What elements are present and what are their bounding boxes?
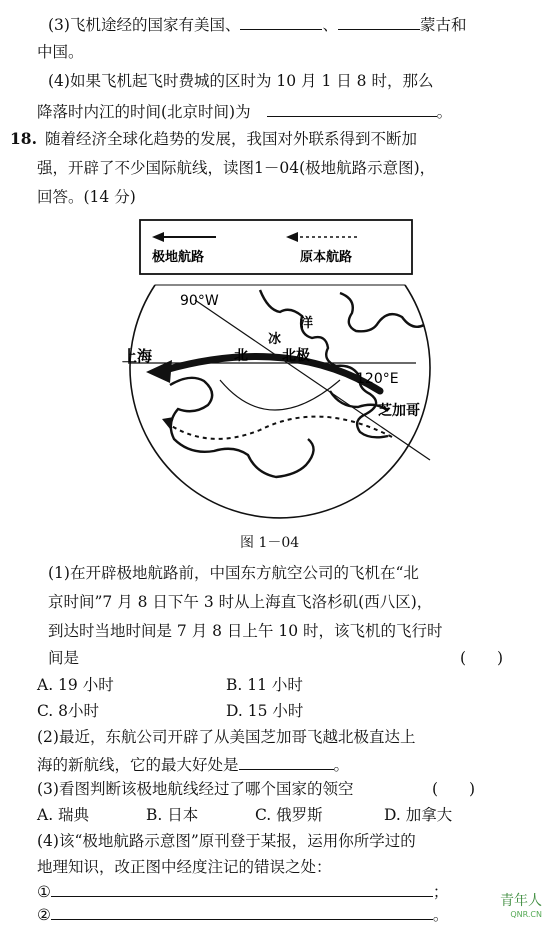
legend-original-label: 原本航路	[300, 250, 353, 265]
answer-line-1	[37, 880, 448, 902]
answer-blank[interactable]	[239, 753, 334, 770]
sub1-line4: 间是	[48, 649, 80, 667]
sub1-option-d[interactable]: D. 15 小时	[226, 702, 304, 720]
label-shanghai: 上海	[122, 347, 153, 365]
q18-stem-3: 回答。(14 分)	[37, 188, 136, 206]
map-svg	[110, 215, 440, 520]
legend-box	[140, 220, 412, 274]
sub4-line2: 地理知识，改正图中经度注记的错误之处：	[37, 858, 332, 876]
inner-arc	[220, 380, 340, 410]
label-chicago: 芝加哥	[378, 403, 420, 419]
polar-route-map	[110, 215, 440, 520]
label-ice: 冰	[268, 332, 282, 347]
answer-line-2	[37, 903, 448, 925]
watermark-text: 青年人	[500, 893, 542, 909]
answer-blank[interactable]	[338, 13, 420, 30]
prev-q4-line2	[37, 100, 452, 122]
sub3-option-c[interactable]: C. 俄罗斯	[255, 806, 323, 824]
sub1-option-a[interactable]: A. 19 小时	[37, 676, 114, 694]
sub1-line1: (1)在开辟极地航路前，中国东方航空公司的飞机在“北	[48, 564, 419, 582]
sub3-line: (3)看图判断该极地航线经过了哪个国家的领空	[37, 780, 354, 798]
period: 。	[436, 103, 453, 121]
sub1-line3: 到达时当地时间是 7 月 8 日上午 10 时，该飞机的飞行时	[48, 622, 443, 640]
sub1-answer-paren[interactable]: ( )	[460, 649, 504, 667]
sub1-option-b[interactable]: B. 11 小时	[226, 676, 303, 694]
prev-q3-text-b: 蒙古和	[419, 16, 467, 34]
sub3-option-b[interactable]: B. 日本	[146, 806, 199, 824]
label-north: 北	[234, 348, 248, 364]
prev-q3-line	[48, 13, 467, 35]
semicolon: ；	[432, 883, 449, 901]
period: 。	[333, 756, 350, 774]
prev-q4-text: 降落时内江的时间(北京时间)为	[37, 103, 251, 121]
prev-q3-line2: 中国。	[37, 43, 84, 61]
q18-stem-1: 随着经济全球化趋势的发展，我国对外联系得到不断加	[45, 130, 418, 148]
polar-route-path	[165, 357, 380, 391]
sub4-line1: (4)该“极地航路示意图”原刊登于某报，运用你所学过的	[37, 832, 416, 850]
label-120e: 120°E	[356, 371, 399, 387]
answer-blank[interactable]	[51, 880, 433, 897]
label-90w: 90°W	[180, 293, 219, 309]
answer-marker-2: ②	[37, 906, 51, 924]
sub3-option-a[interactable]: A. 瑞典	[37, 806, 90, 824]
legend-polar-label: 极地航路	[152, 250, 205, 265]
sub1-line2: 京时间”7 月 8 日下午 3 时从上海直飞洛杉矶(西八区)，	[48, 593, 433, 611]
answer-blank[interactable]	[267, 100, 437, 117]
sub3-option-d[interactable]: D. 加拿大	[384, 806, 453, 824]
answer-marker-1: ①	[37, 883, 51, 901]
label-northpole: 北极	[282, 348, 310, 364]
sub2-line2	[37, 753, 349, 775]
question-number: 18.	[10, 129, 37, 148]
period: 。	[432, 906, 449, 924]
prev-q3-text: (3)飞机途经的国家有美国、	[48, 16, 241, 34]
prev-q4-line: (4)如果飞机起飞时费城的区时为 10 月 1 日 8 时，那么	[48, 72, 434, 90]
q18-stem-2: 强，开辟了不少国际航线，读图1－04(极地航路示意图)，	[37, 159, 436, 177]
sub1-option-c[interactable]: C. 8小时	[37, 702, 100, 720]
answer-blank[interactable]	[51, 903, 433, 920]
sub3-answer-paren[interactable]: ( )	[432, 780, 476, 798]
sub2-text: 海的新航线，它的最大好处是	[37, 756, 239, 774]
figure-caption: 图 1－04	[240, 535, 300, 551]
sub2-line1: (2)最近，东航公司开辟了从美国芝加哥飞越北极直达上	[37, 728, 416, 746]
label-ocean: 洋	[300, 316, 314, 331]
separator: 、	[322, 16, 338, 34]
landmass-outline-2	[340, 293, 424, 331]
site-watermark	[500, 894, 542, 922]
landmass-outline-3	[170, 378, 314, 477]
globe-outline	[130, 285, 430, 518]
watermark-domain: QNR.CN	[510, 910, 542, 919]
answer-blank[interactable]	[240, 13, 322, 30]
